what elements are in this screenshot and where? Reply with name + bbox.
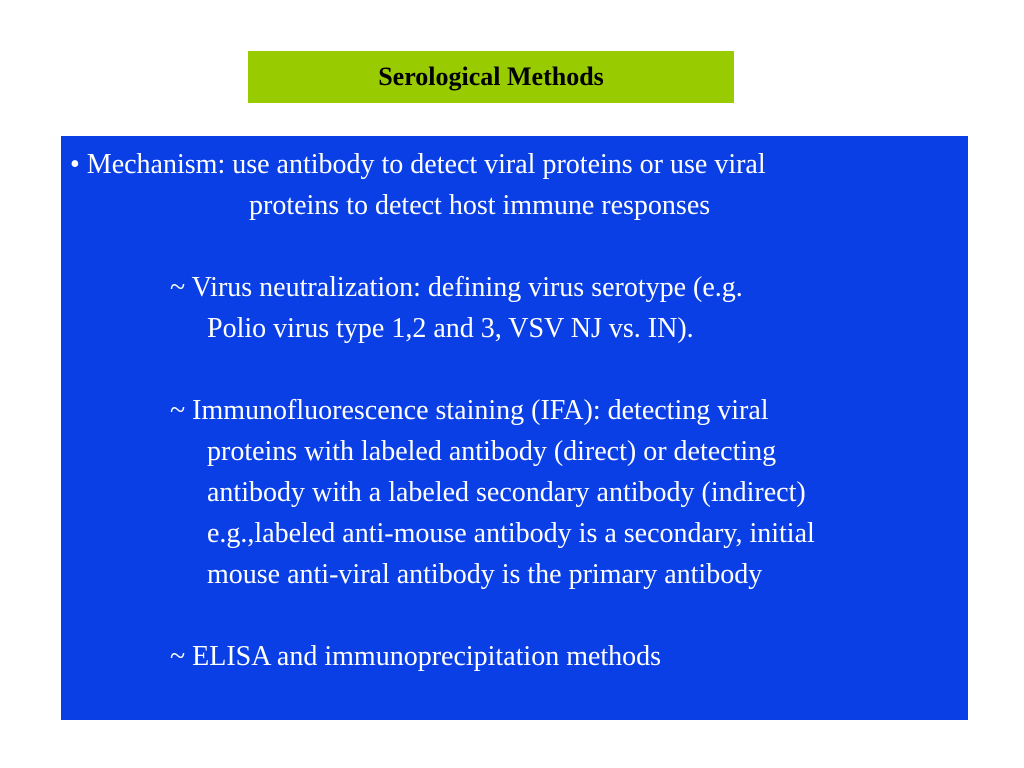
elisa-line-1: ~ ELISA and immunoprecipitation methods (170, 641, 662, 672)
ifa-line-5: mouse anti-viral antibody is the primary antibody (207, 559, 763, 590)
ifa-line-3: antibody with a labeled secondary antibody (indirect) (207, 477, 806, 508)
bullet-line-1: • Mechanism: use antibody to detect viral proteins or use viral (70, 149, 766, 180)
ifa-line-1: ~ Immunofluorescence staining (IFA): detecting viral (170, 395, 769, 426)
neutralization-line-2: Polio virus type 1,2 and 3, VSV NJ vs. IN). (207, 313, 694, 344)
bullet-line-2: proteins to detect host immune responses (249, 190, 711, 221)
ifa-line-2: proteins with labeled antibody (direct) or detecting (207, 436, 777, 467)
neutralization-line-1: ~ Virus neutralization: defining virus serotype (e.g. (170, 272, 743, 303)
title-banner (248, 51, 734, 103)
content-panel (61, 136, 968, 720)
slide-title: Serological Methods (378, 62, 604, 91)
ifa-line-4: e.g.,labeled anti-mouse antibody is a secondary, initial (207, 518, 815, 549)
